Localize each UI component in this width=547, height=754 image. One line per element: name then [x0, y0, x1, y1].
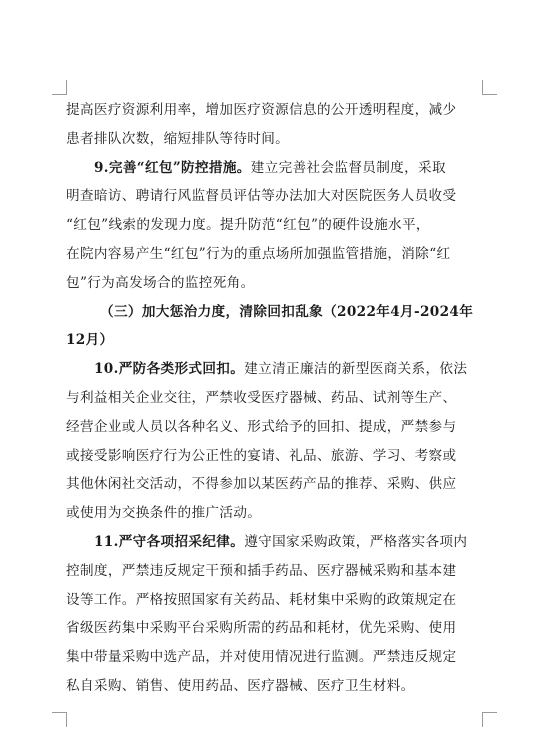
text-line: 在院内容易产生“红包”行为的重点场所加强监管措施，消除“红: [66, 245, 451, 262]
text-line: 集中带量采购中选产品，并对使用情况进行监测。严禁违反规定: [66, 649, 457, 666]
text-line: 患者排队次数，缩短排队等待时间。: [66, 130, 290, 147]
text-line: 提高医疗资源利用率，增加医疗资源信息的公开透明程度，减少: [66, 102, 457, 118]
paragraph-10-first-line: [66, 355, 482, 384]
crop-mark-top-right: [482, 80, 497, 95]
text-line: 设等工作。严格按照国家有关药品、耗材集中采购的政策规定在: [66, 591, 457, 608]
paragraph-9-first-line: [66, 154, 482, 183]
crop-mark-top-left: [52, 80, 67, 95]
heading-line: 12月）: [66, 332, 114, 349]
text-run: 遵守国家采购政策，严格落实各项内: [244, 533, 468, 550]
text-line: 明查暗访、聘请行风监督员评估等办法加大对医院医务人员收受: [66, 188, 457, 205]
paragraph-9: [66, 154, 482, 298]
text-line: 私自采购、销售、使用药品、医疗器械、医疗卫生材料。: [66, 677, 415, 694]
text-line: 包”行为高发场合的监控死角。: [66, 274, 255, 291]
text-line: 控制度，严禁违反规定干预和插手药品、医疗器械采购和基本建: [66, 562, 457, 579]
paragraph-9-title: 9.完善“红包”防控措施。: [94, 159, 251, 176]
text-line: “红包”线索的发现力度。提升防范“红包”的硬件设施水平，: [66, 217, 430, 234]
document-body: [66, 96, 482, 701]
text-run: 建立清正廉洁的新型医商关系，依法: [244, 361, 468, 378]
paragraph-11-first-line: [66, 528, 482, 557]
paragraph-11-title: 11.严守各项招采纪律。: [94, 533, 245, 550]
paragraph-10-title: 10.严防各类形式回扣。: [94, 361, 245, 378]
text-line: 或使用为交换条件的推广活动。: [66, 505, 262, 522]
paragraph-10: [66, 355, 482, 528]
crop-mark-bottom-left: [52, 712, 67, 727]
text-run: 建立完善社会监督员制度，采取: [250, 159, 446, 176]
text-line: 或接受影响医疗行为公正性的宴请、礼品、旅游、学习、考察或: [66, 447, 457, 464]
heading-line: （三）加大惩治力度，清除回扣乱象（2022年4月-2024年: [100, 303, 474, 320]
text-line: 经营企业或人员以各种名义、形式给予的回扣、提成，严禁参与: [66, 418, 457, 435]
text-line: 省级医药集中采购平台采购所需的药品和耗材，优先采购、使用: [66, 620, 457, 637]
text-line: 与利益相关企业交往，严禁收受医疗器械、药品、试剂等生产、: [66, 389, 457, 406]
crop-mark-bottom-right: [482, 712, 497, 727]
paragraph-11: [66, 528, 482, 701]
paragraph-continued: [66, 96, 482, 154]
text-line: 其他休闲社交活动，不得参加以某医药产品的推荐、采购、供应: [66, 476, 457, 493]
section-heading-3: [66, 298, 482, 356]
